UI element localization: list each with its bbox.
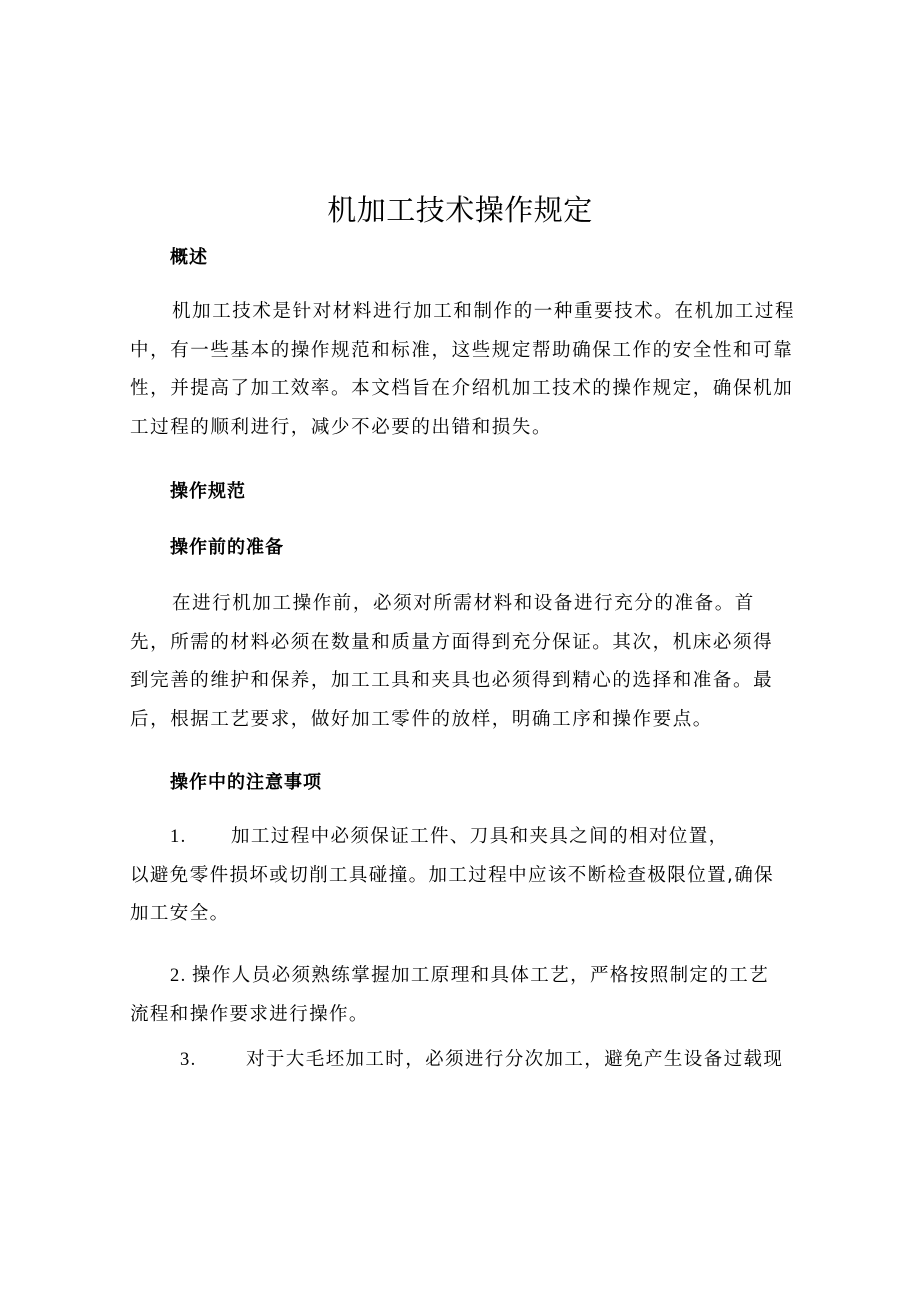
list-number: 3.	[180, 1050, 197, 1070]
list-item-first-line	[130, 818, 792, 857]
prep-line: 先，所需的材料必须在数量和质量方面得到充分保证。其次，机床必须得	[130, 631, 774, 653]
overview-line: 工过程的顺利进行，减少不必要的出错和损失。	[130, 416, 553, 438]
prep-line: 到完善的维护和保养，加工工具和夹具也必须得到精心的选择和准备。最	[130, 670, 774, 691]
list-number: 2.	[170, 966, 187, 986]
overview-line: 中，有一些基本的操作规范和标准，这些规定帮助确保工作的安全性和可靠	[130, 339, 794, 361]
overview-line: 机加工技术是针对材料进行加工和制作的一种重要技术。在机加工过程	[172, 301, 796, 322]
prep-line: 后，根据工艺要求，做好加工零件的放样，明确工序和操作要点。	[130, 708, 713, 730]
list-item	[130, 957, 792, 1034]
list-text: 流程和操作要求进行操作。	[130, 1003, 369, 1025]
list-text: 加工安全。	[130, 903, 230, 924]
prep-line: 在进行机加工操作前，必须对所需材料和设备进行充分的准备。首	[172, 593, 755, 614]
overview-heading: 概述	[170, 247, 208, 268]
overview-paragraph	[130, 293, 796, 447]
overview-line: 性，并提高了加工效率。本文档旨在介绍机加工技术的操作规定，确保机加	[130, 378, 794, 399]
list-text: 操作人员必须熟练掌握加工原理和具体工艺，严格按照制定的工艺	[192, 965, 770, 986]
notes-heading: 操作中的注意事项	[170, 772, 322, 793]
list-item-first-line	[130, 1041, 792, 1080]
list-number: 1.	[170, 827, 187, 847]
list-item	[130, 818, 792, 934]
list-text: 以避免零件损坏或切削工具碰撞。加工过程中应该不断检查极限位置,确保	[130, 864, 775, 886]
spec-heading: 操作规范	[170, 481, 246, 502]
list-item-first-line	[130, 957, 792, 996]
list-item	[130, 1041, 792, 1080]
document-title: 机加工技术操作规定	[327, 193, 593, 227]
prep-paragraph	[130, 585, 792, 739]
list-text: 加工过程中必须保证工件、刀具和夹具之间的相对位置，	[231, 826, 729, 847]
prep-heading: 操作前的准备	[170, 537, 284, 558]
list-text: 对于大毛坯加工时，必须进行分次加工，避免产生设备过载现	[246, 1049, 784, 1070]
